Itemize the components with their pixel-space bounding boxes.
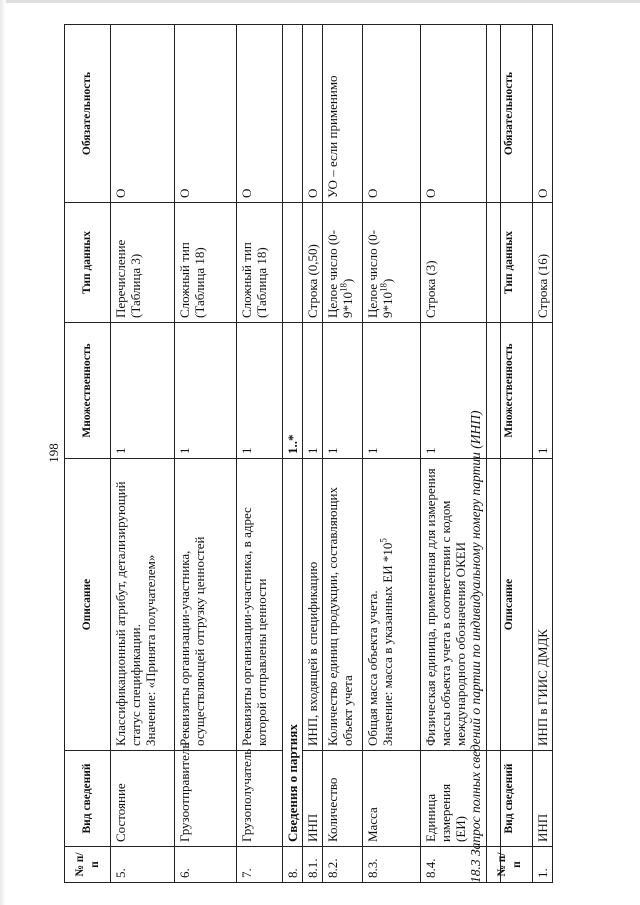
table-section-row — [283, 25, 303, 883]
desc-value-pre: Значение: масса в указанных ЕИ *10 — [380, 542, 395, 746]
row-kind: Масса — [363, 751, 421, 847]
row-desc-text: Классификационный атрибут, детализирующий статус спецификации. — [113, 481, 143, 746]
row-type — [363, 203, 421, 323]
row-desc — [111, 459, 175, 751]
row-req: О — [421, 25, 501, 203]
type-pre: Целое число (0-9*10 — [365, 230, 395, 318]
row-mult: 1 — [421, 323, 501, 459]
row-num: 5. — [111, 847, 175, 883]
table-row — [303, 25, 323, 883]
row-mult: 1 — [363, 323, 421, 459]
section-req — [283, 25, 303, 203]
row-mult: 1 — [237, 323, 283, 459]
row-num: 6. — [175, 847, 237, 883]
header-req: Обязательность — [65, 25, 111, 203]
row-kind: Состояние — [111, 751, 175, 847]
row-type: Перечисление (Таблица 3) — [111, 203, 175, 323]
row-type: Строка (0,50) — [303, 203, 323, 323]
header-kind: Вид сведений — [65, 751, 111, 847]
row-mult: 1 — [175, 323, 237, 459]
header-mult: Множественность — [65, 323, 111, 459]
desc-value-exponent: 5 — [378, 538, 389, 543]
row-kind: Единица измерения (ЕИ) — [421, 751, 501, 847]
row-num: 8.4. — [421, 847, 501, 883]
row-kind: Грузоотправитель — [175, 751, 237, 847]
row-desc: Количество единиц продукции, составляющих объект учета — [323, 459, 363, 751]
page-number: 198 — [46, 443, 61, 463]
section-num: 8. — [283, 847, 303, 883]
header-num: № п/п — [65, 847, 111, 883]
row-kind: Количество — [323, 751, 363, 847]
row-num: 7. — [237, 847, 283, 883]
type-exponent: 18 — [378, 283, 389, 292]
row-desc — [363, 459, 421, 751]
type-post: ) — [340, 278, 355, 283]
table-row — [363, 25, 421, 883]
row-req: УО – если применимо — [323, 25, 363, 203]
row-num: 8.2. — [323, 847, 363, 883]
row-type: Сложный тип (Таблица 18) — [237, 203, 283, 323]
table-row — [533, 25, 553, 883]
row-num: 8.1. — [303, 847, 323, 883]
row-type: Строка (3) — [421, 203, 501, 323]
header-kind: Вид сведений — [487, 751, 533, 847]
row-req: О — [533, 25, 553, 203]
header-type: Тип данных — [487, 203, 533, 323]
section-title: Сведения о партиях — [283, 459, 303, 847]
row-type: Сложный тип (Таблица 18) — [175, 203, 237, 323]
row-req: О — [175, 25, 237, 203]
row-desc-value: Значение: «Принята получателем» — [143, 554, 158, 746]
type-pre: Целое число (0-9*10 — [325, 230, 355, 318]
table-row — [323, 25, 363, 883]
row-mult: 1 — [533, 323, 553, 459]
request-table — [486, 24, 553, 883]
row-req: О — [237, 25, 283, 203]
section-type — [283, 203, 303, 323]
table-row — [175, 25, 237, 883]
header-req: Обязательность — [487, 25, 533, 203]
row-num: 8.3. — [363, 847, 421, 883]
row-num: 1. — [533, 847, 553, 883]
row-type — [323, 203, 363, 323]
row-desc-value — [380, 463, 395, 746]
row-req: О — [111, 25, 175, 203]
header-desc: Описание — [487, 459, 533, 751]
header-type: Тип данных — [65, 203, 111, 323]
row-desc: Реквизиты организации-участника, в адрес которой отправлены ценности — [237, 459, 283, 751]
header-mult: Множественность — [487, 323, 533, 459]
table-row — [237, 25, 283, 883]
row-kind: ИНП — [533, 751, 553, 847]
header-num: № п/п — [487, 847, 533, 883]
type-post: ) — [380, 278, 395, 283]
type-exponent: 18 — [338, 283, 349, 292]
row-desc: ИНП, входящей в спецификацию — [303, 459, 323, 751]
row-desc: Реквизиты организации-участника, осуществляющей отгрузку ценностей — [175, 459, 237, 751]
table-row — [111, 25, 175, 883]
row-kind: Грузополучатель — [237, 751, 283, 847]
row-mult: 1 — [111, 323, 175, 459]
section-mult: 1..* — [283, 323, 303, 459]
row-req: О — [363, 25, 421, 203]
row-kind: ИНП — [303, 751, 323, 847]
table-header-row — [65, 25, 111, 883]
row-type: Строка (16) — [533, 203, 553, 323]
row-mult: 1 — [303, 323, 323, 459]
header-desc: Описание — [65, 459, 111, 751]
row-desc: ИНП в ГИИС ДМДК — [533, 459, 553, 751]
section-caption: 18.3 Запрос полных сведений о партии по индивидуальному номеру партии (ИНП) — [468, 410, 483, 883]
row-desc-text: Общая масса объекта учета. — [365, 590, 380, 746]
row-req: О — [303, 25, 323, 203]
table-header-row — [487, 25, 533, 883]
row-desc: Физическая единица, примененная для измерения массы объекта учета в соответствии с кодом международного обозначения ОКЕИ — [421, 459, 501, 751]
row-mult: 1 — [323, 323, 363, 459]
main-table — [64, 24, 501, 883]
